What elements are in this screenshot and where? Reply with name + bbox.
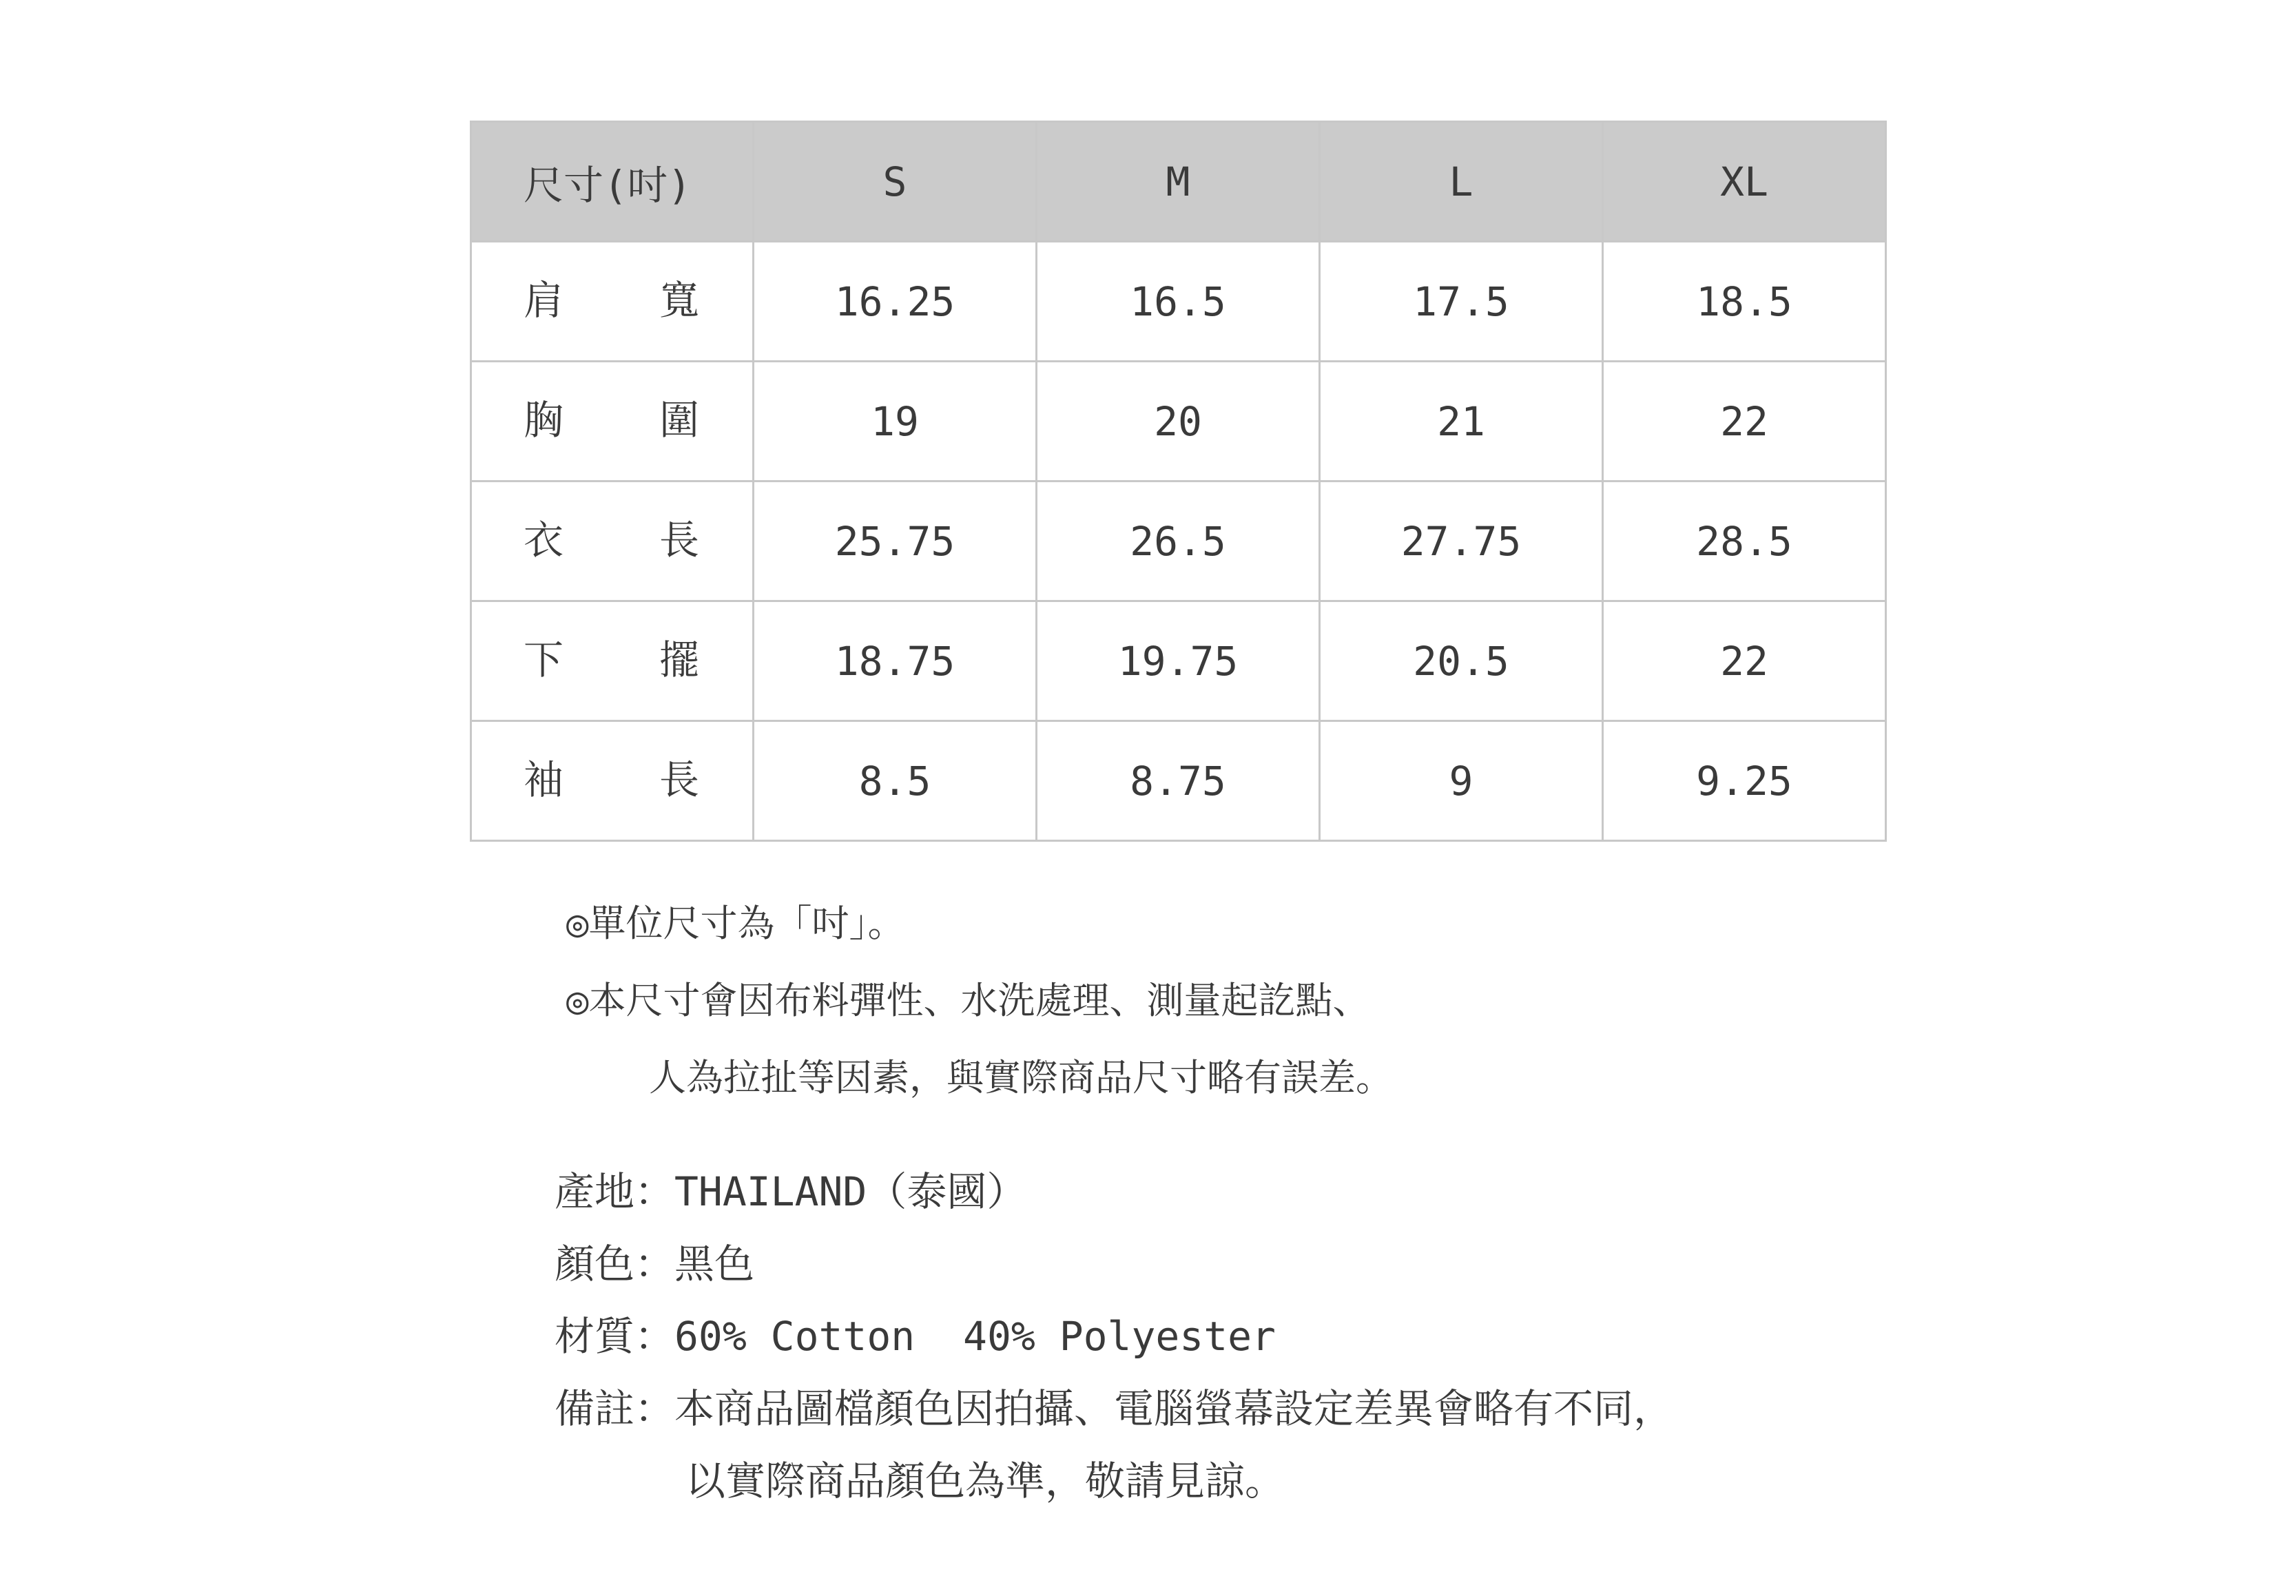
note-tolerance-cont: 人為拉扯等因素，與實際商品尺寸略有誤差。 (649, 1056, 1393, 1099)
info-origin: 產地：THAILAND（泰國） (555, 1168, 1027, 1215)
row-label-hem (471, 601, 754, 721)
table-cell: 9 (1320, 721, 1603, 841)
table-cell: 21 (1320, 362, 1603, 481)
table-cell: 27.75 (1320, 481, 1603, 601)
row-label-part: 圍 (659, 396, 699, 444)
row-label-length (471, 481, 754, 601)
header-size-l: L (1320, 122, 1603, 242)
row-label-part: 胸 (524, 396, 564, 444)
info-material: 材質：60% Cotton 40% Polyester (555, 1313, 1276, 1360)
header-label: 尺寸(吋) (471, 122, 754, 242)
table-cell: 19 (754, 362, 1037, 481)
table-cell: 16.25 (754, 242, 1037, 362)
row-label-chest (471, 362, 754, 481)
table-cell: 22 (1603, 601, 1886, 721)
info-color: 顏色：黑色 (555, 1241, 755, 1287)
row-label-part: 肩 (524, 276, 564, 324)
table-cell: 25.75 (754, 481, 1037, 601)
product-info (555, 1156, 1673, 1517)
table-header-row (471, 122, 1886, 242)
row-label-part: 袖 (524, 756, 564, 803)
row-label-sleeve (471, 721, 754, 841)
measurement-notes (566, 885, 1393, 1117)
row-label-part: 長 (659, 756, 699, 803)
size-table (470, 121, 1887, 842)
table-row (471, 362, 1886, 481)
row-label-part: 下 (524, 636, 564, 683)
table-cell: 20 (1037, 362, 1320, 481)
row-label-part: 寬 (659, 276, 699, 324)
row-label-shoulder (471, 242, 754, 362)
table-row (471, 721, 1886, 841)
table-cell: 26.5 (1037, 481, 1320, 601)
table-row (471, 242, 1886, 362)
row-label-part: 衣 (524, 516, 564, 563)
info-remark-cont: 以實際商品顏色為準，敬請見諒。 (685, 1458, 1285, 1504)
table-cell: 18.75 (754, 601, 1037, 721)
table-cell: 16.5 (1037, 242, 1320, 362)
table-cell: 28.5 (1603, 481, 1886, 601)
table-cell: 22 (1603, 362, 1886, 481)
row-label-part: 擺 (659, 636, 699, 683)
row-label-part: 長 (659, 516, 699, 563)
table-cell: 19.75 (1037, 601, 1320, 721)
table-row (471, 481, 1886, 601)
header-size-s: S (754, 122, 1037, 242)
table-cell: 8.75 (1037, 721, 1320, 841)
table-cell: 9.25 (1603, 721, 1886, 841)
table-cell: 18.5 (1603, 242, 1886, 362)
header-size-m: M (1037, 122, 1320, 242)
table-cell: 8.5 (754, 721, 1037, 841)
table-row (471, 601, 1886, 721)
note-unit: ◎單位尺寸為「吋」。 (566, 902, 905, 945)
note-tolerance: ◎本尺寸會因布料彈性、水洗處理、測量起訖點、 (566, 979, 1370, 1022)
info-remark: 備註：本商品圖檔顏色因拍攝、電腦螢幕設定差異會略有不同， (555, 1385, 1674, 1432)
table-cell: 17.5 (1320, 242, 1603, 362)
header-size-xl: XL (1603, 122, 1886, 242)
table-cell: 20.5 (1320, 601, 1603, 721)
